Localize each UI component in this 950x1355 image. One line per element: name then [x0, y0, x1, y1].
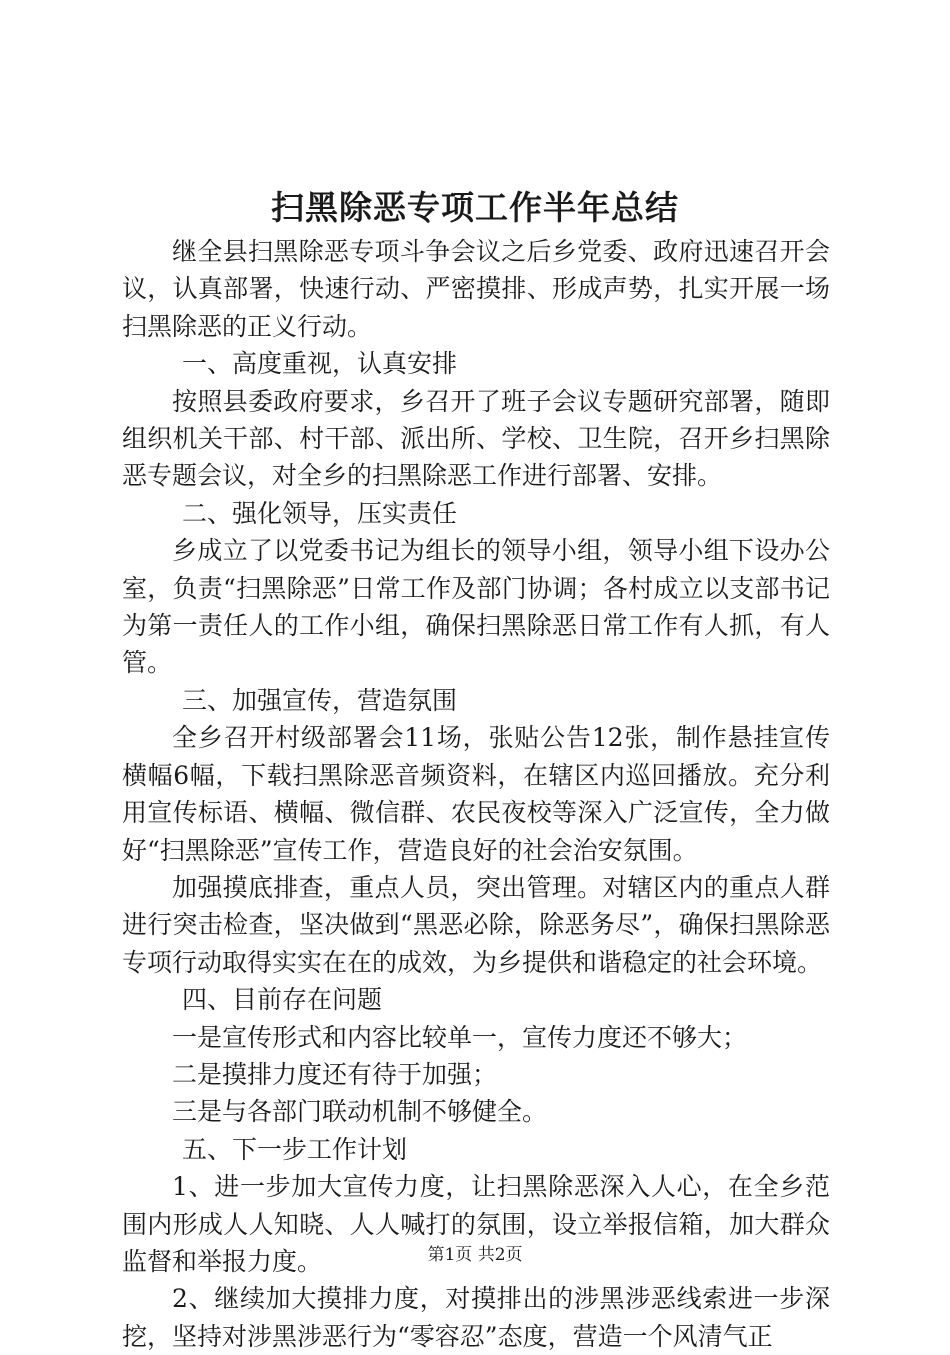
paragraph: 全乡召开村级部署会11场，张贴公告12张，制作悬挂宣传横幅6幅，下载扫黑除恶音频资料，在辖区内巡回播放。充分利用宣传标语、横幅、微信群、农民夜校等深入广泛宣传，全力做好“扫黑除恶”宣传工作，营造良好的社会治安氛围。	[122, 723, 830, 865]
paragraph: 一是宣传形式和内容比较单一，宣传力度还不够大；	[172, 1022, 748, 1052]
paragraph: 2、继续加大摸排力度，对摸排出的涉黑涉恶线索进一步深挖，坚持对涉黑涉恶行为“零容忍”态度，营造一个风清气正	[122, 1284, 830, 1351]
section-heading: 五、下一步工作计划	[182, 1134, 408, 1164]
paragraph: 加强摸底排查，重点人员，突出管理。对辖区内的重点人群进行突击检查，坚决做到“黑恶必除，除恶务尽”，确保扫黑除恶专项行动取得实实在在的成效，为乡提供和谐稳定的社会环境。	[122, 872, 830, 977]
paragraph: 二是摸排力度还有待于加强；	[172, 1059, 498, 1089]
paragraph: 按照县委政府要求，乡召开了班子会议专题研究部署，随即组织机关干部、村干部、派出所、学校、卫生院，召开乡扫黑除恶专题会议，对全乡的扫黑除恶工作进行部署、安排。	[122, 386, 830, 491]
document-body	[122, 233, 830, 1355]
paragraph: 三是与各部门联动机制不够健全。	[172, 1097, 548, 1127]
section-heading: 四、目前存在问题	[182, 985, 383, 1015]
section-heading: 一、高度重视，认真安排	[182, 349, 458, 379]
paragraph: 1、进一步加大宣传力度，让扫黑除恶深入人心，在全乡范围内形成人人知晓、人人喊打的氛围，设立举报信箱，加大群众监督和举报力度。	[122, 1172, 830, 1276]
page-footer: 第1页 共2页	[427, 1245, 523, 1265]
section-heading: 三、加强宣传，营造氛围	[182, 685, 458, 715]
paragraph: 继全县扫黑除恶专项斗争会议之后乡党委、政府迅速召开会议，认真部署，快速行动、严密摸排、形成声势，扎实开展一场扫黑除恶的正义行动。	[122, 237, 830, 341]
document-title: 扫黑除恶专项工作半年总结	[271, 188, 679, 227]
paragraph: 乡成立了以党委书记为组长的领导小组，领导小组下设办公室，负责“扫黑除恶”日常工作及部门协调；各村成立以支部书记为第一责任人的工作小组，确保扫黑除恶日常工作有人抓，有人管。	[122, 536, 830, 678]
section-heading: 二、强化领导，压实责任	[182, 498, 458, 528]
